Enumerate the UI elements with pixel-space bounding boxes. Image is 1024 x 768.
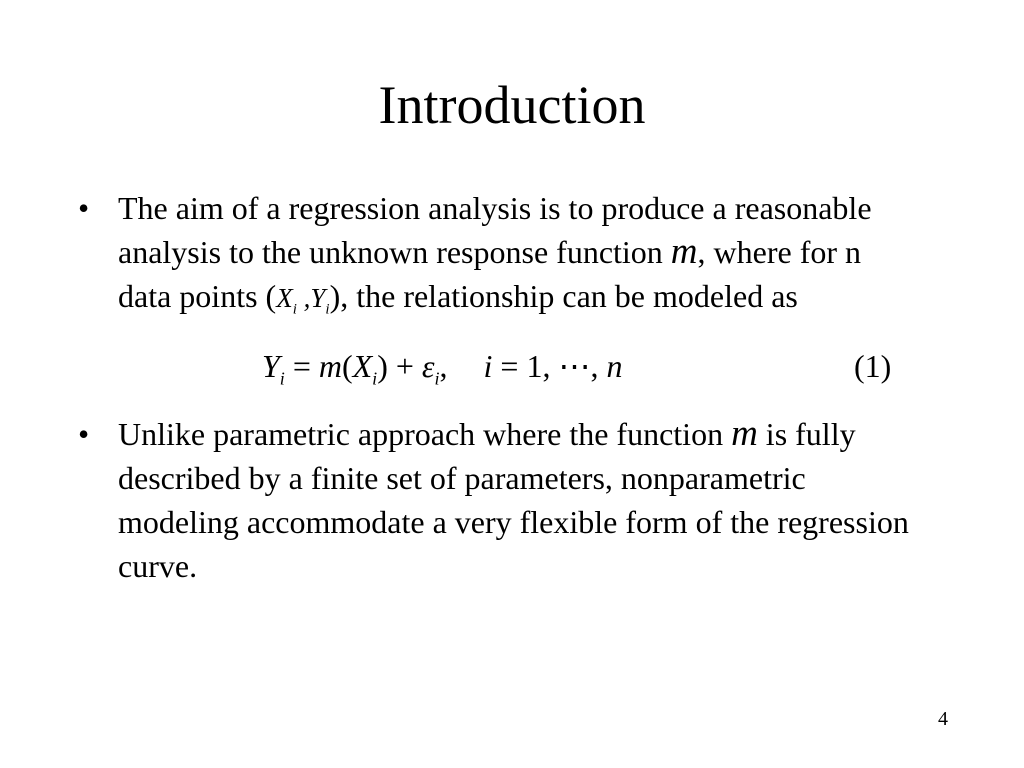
bullet-text-part: , where for n data points ( <box>118 234 862 314</box>
bullet-text-part: The aim of a regression analysis is to produce a reasonable analysis to the unknown response function <box>118 190 872 270</box>
bullet-text-part: Unlike parametric approach where the function <box>118 416 732 452</box>
bullet-item-1 <box>78 186 918 331</box>
regression-equation <box>262 344 622 400</box>
bullet-marker: • <box>78 416 90 452</box>
eq-range: = 1, ⋯, <box>492 348 607 384</box>
bullet-text <box>118 186 918 331</box>
eq-comma: , <box>439 348 448 384</box>
pair-separator: , <box>296 283 311 313</box>
y-subscript: i <box>325 301 330 318</box>
bullet-marker: • <box>78 190 90 226</box>
eq-lhs-sub: i <box>279 368 285 389</box>
eq-func: m <box>318 348 342 384</box>
inline-math-pair <box>276 283 330 318</box>
eq-plus: + <box>387 348 422 384</box>
x-symbol: X <box>276 283 293 313</box>
function-symbol: m <box>731 413 758 454</box>
function-symbol: m <box>670 231 698 272</box>
x-subscript: i <box>292 301 297 318</box>
page-number: 4 <box>938 708 948 730</box>
eq-arg: X <box>352 348 373 384</box>
eq-error: ε <box>421 348 435 384</box>
equation-number: (1) <box>854 348 892 384</box>
bullet-text <box>118 412 918 588</box>
bullet-text-part: is fully described by a finite set of parameters, nonparametric modeling accommodate a very flexible form of the regression curve. <box>118 416 909 584</box>
eq-close: ) <box>377 348 388 384</box>
eq-open: ( <box>341 348 353 384</box>
eq-lhs: Y <box>262 348 280 384</box>
eq-equals: = <box>284 348 319 384</box>
eq-index: i <box>483 348 493 384</box>
bullet-item-2 <box>78 412 918 588</box>
eq-n: n <box>606 348 623 384</box>
slide-title: Introduction <box>378 75 646 135</box>
eq-arg-sub: i <box>372 368 378 389</box>
eq-error-sub: i <box>434 368 440 389</box>
bullet-text-part: ), the relationship can be modeled as <box>329 278 798 314</box>
y-symbol: Y <box>310 283 326 313</box>
